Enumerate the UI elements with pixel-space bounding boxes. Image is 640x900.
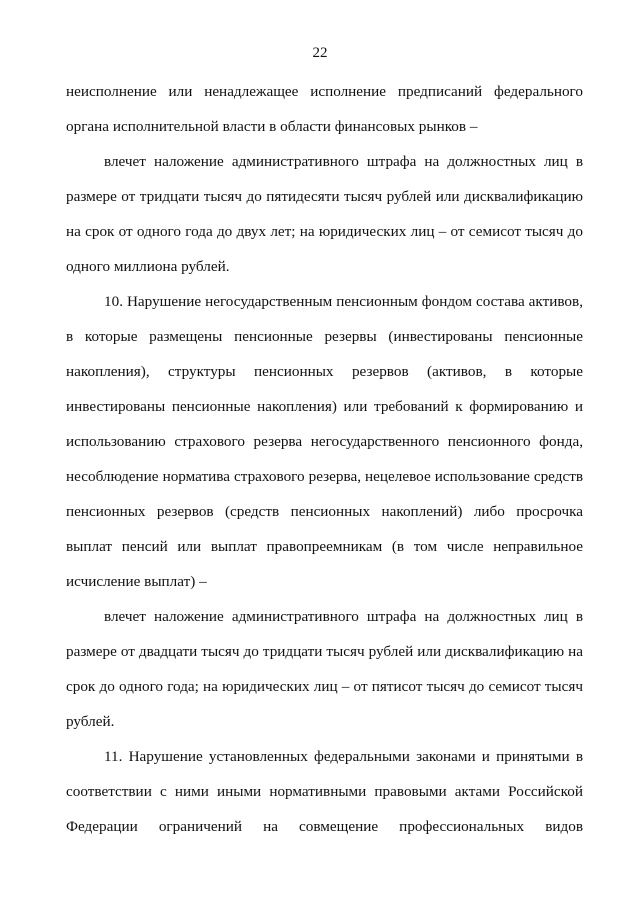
text-line: инвестированы пенсионные накопления) или требований к формированию и — [66, 398, 583, 415]
text-line: срок до одного года; на юридических лиц – от пятисот тысяч до семисот тысяч — [66, 678, 583, 695]
text-line: размере от двадцати тысяч до тридцати тысяч рублей или дисквалификацию на — [66, 643, 583, 660]
text-line: влечет наложение административного штрафа на должностных лиц в — [104, 153, 583, 170]
text-line: соответствии с ними иными нормативными правовыми актами Российской — [66, 783, 583, 800]
text-line: использованию страхового резерва негосударственного пенсионного фонда, — [66, 433, 583, 450]
text-line: одного миллиона рублей. — [66, 258, 230, 275]
text-line: выплат пенсий или выплат правопреемникам (в том числе неправильное — [66, 538, 583, 555]
page-number: 22 — [312, 45, 328, 61]
text-line: пенсионных резервов (средств пенсионных накоплений) либо просрочка — [66, 503, 583, 520]
text-line: Федерации ограничений на совмещение профессиональных видов — [66, 818, 583, 835]
text-line: влечет наложение административного штрафа на должностных лиц в — [104, 608, 583, 625]
text-line: 11. Нарушение установленных федеральными законами и принятыми в — [104, 748, 583, 765]
text-line: исчисление выплат) – — [66, 573, 207, 590]
text-line: в которые размещены пенсионные резервы (инвестированы пенсионные — [66, 328, 583, 345]
text-line: на срок от одного года до двух лет; на юридических лиц – от семисот тысяч до — [66, 223, 583, 240]
text-line: органа исполнительной власти в области финансовых рынков – — [66, 118, 478, 135]
text-line: рублей. — [66, 713, 115, 730]
text-line: накопления), структуры пенсионных резервов (активов, в которые — [66, 363, 583, 380]
text-line: несоблюдение норматива страхового резерва, нецелевое использование средств — [66, 468, 583, 485]
text-line: размере от тридцати тысяч до пятидесяти тысяч рублей или дисквалификацию — [66, 188, 583, 205]
text-line: 10. Нарушение негосударственным пенсионным фондом состава активов, — [104, 293, 583, 310]
text-line: неисполнение или ненадлежащее исполнение предписаний федерального — [66, 83, 583, 100]
